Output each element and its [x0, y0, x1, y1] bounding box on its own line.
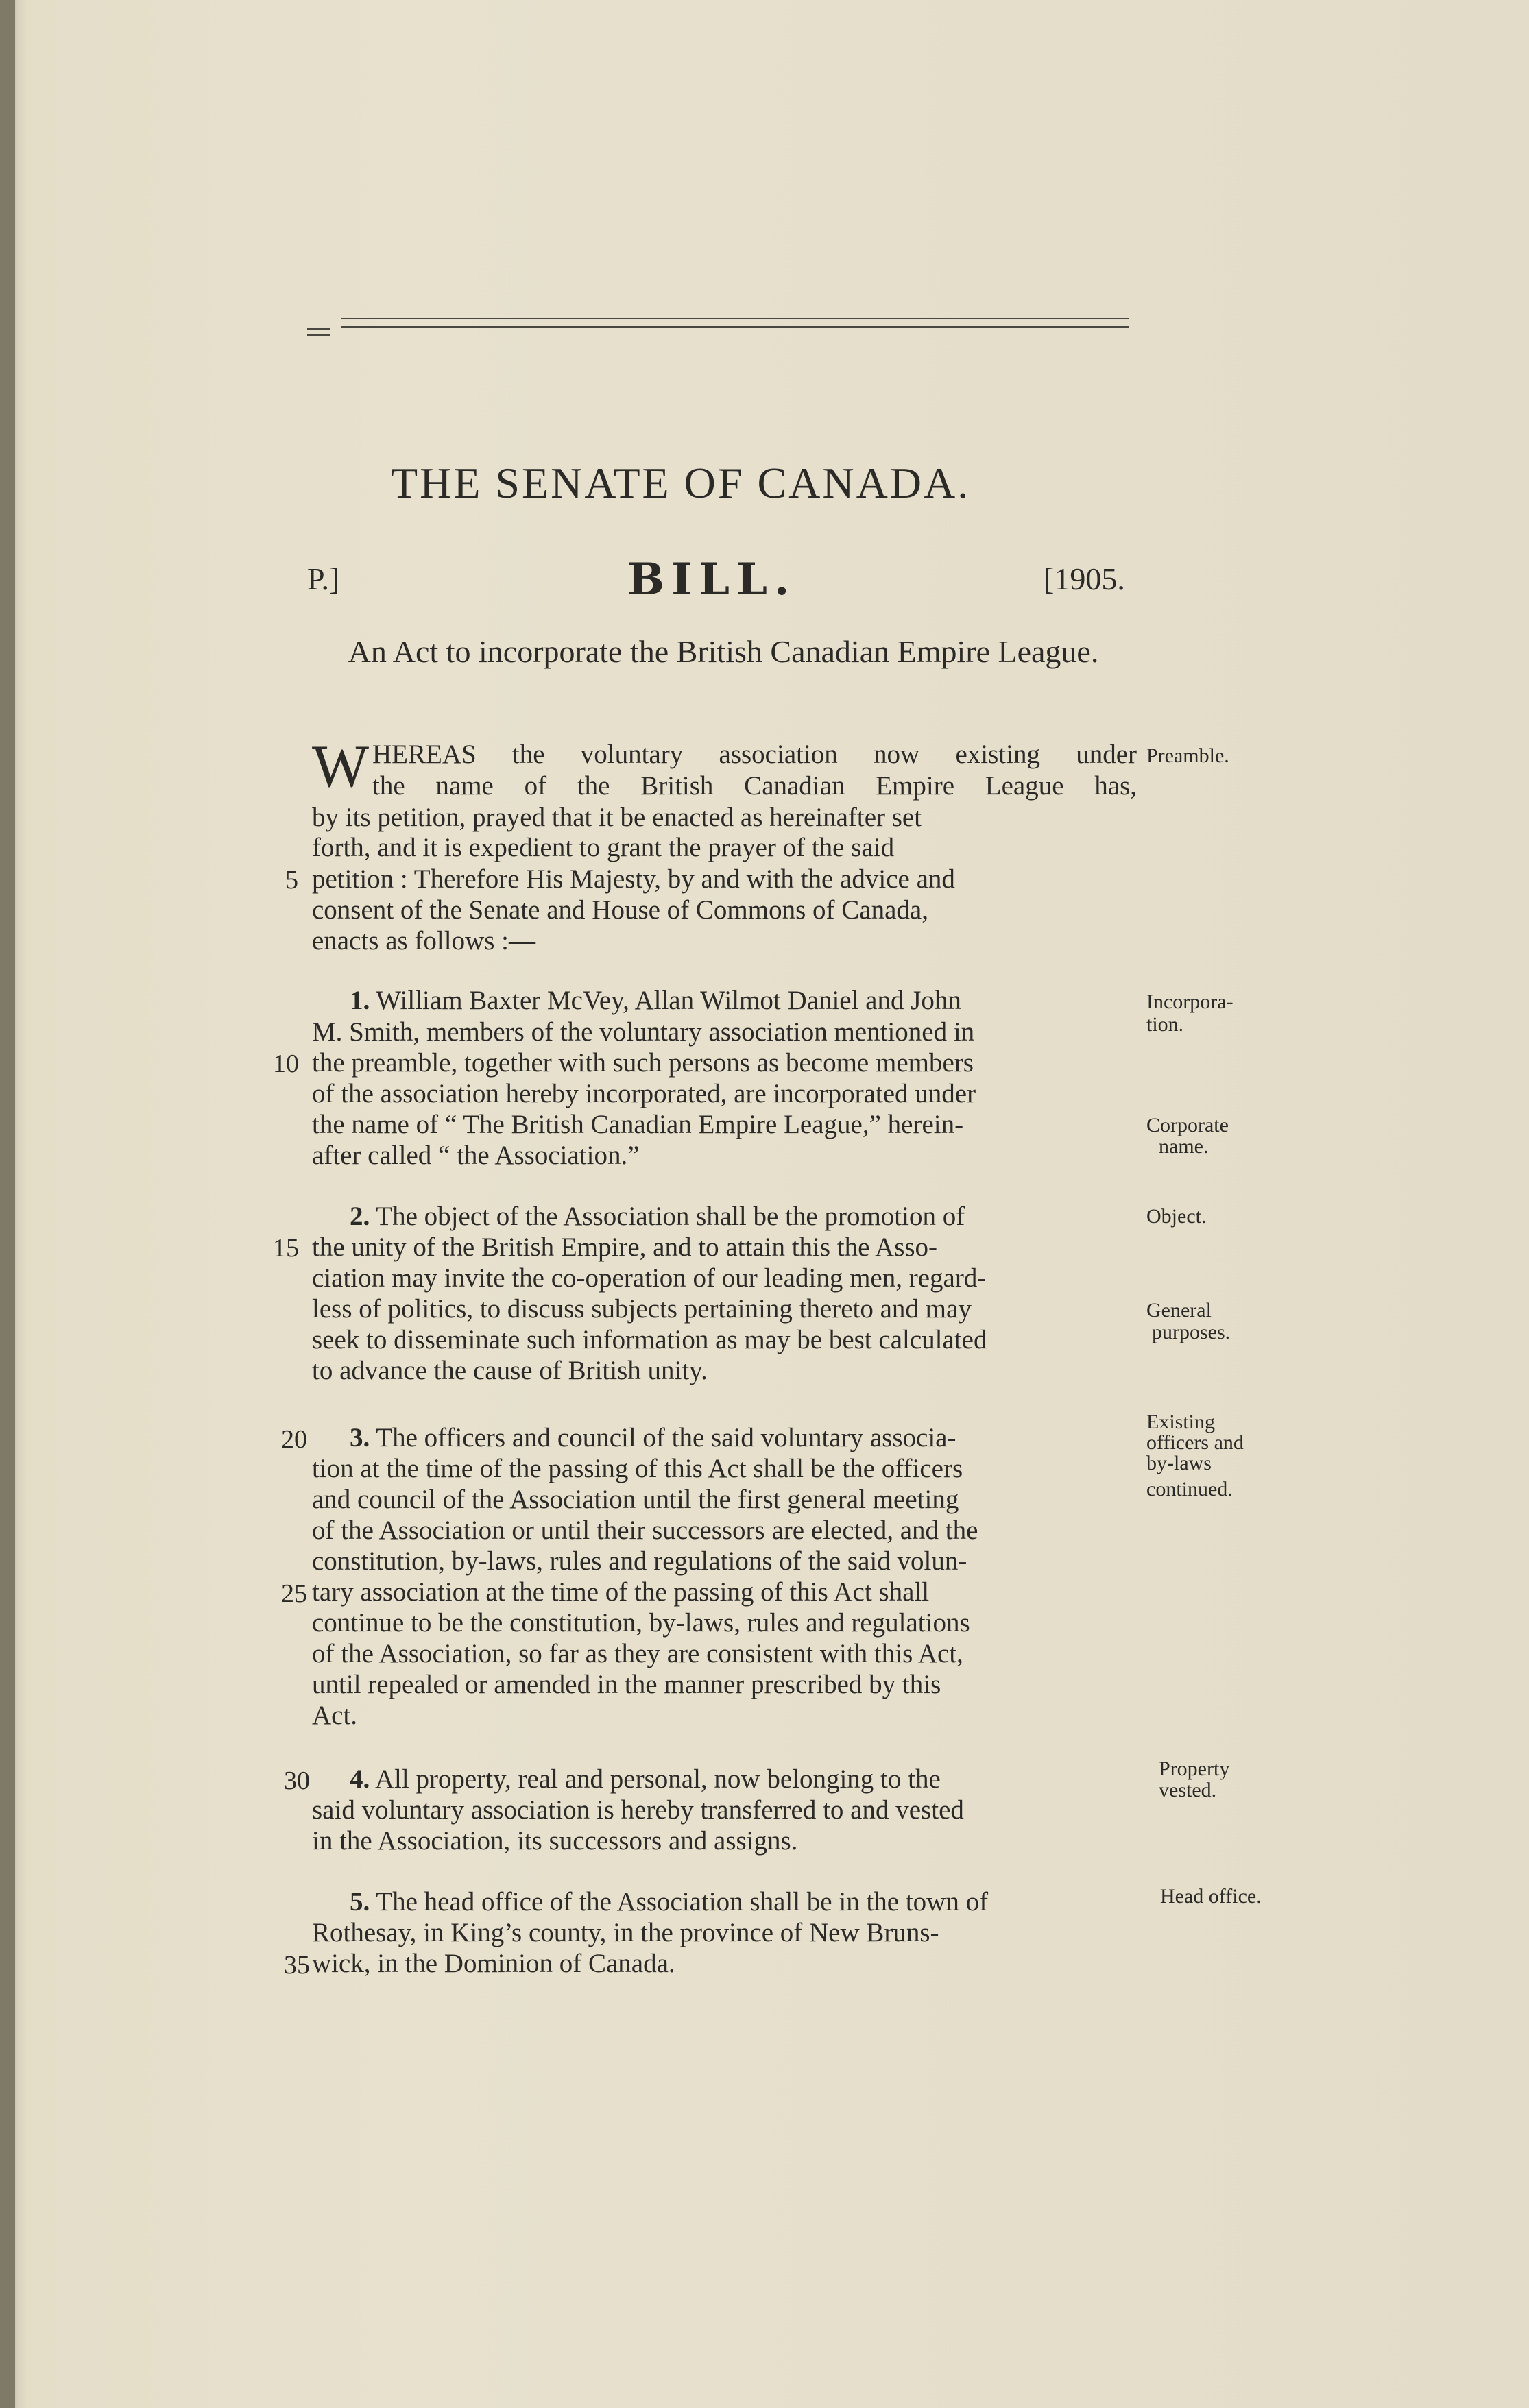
- line-number: 10: [273, 1049, 299, 1078]
- top-rule-short: [307, 328, 330, 330]
- section-4-line: [350, 1764, 941, 1795]
- margin-note-preamble: Preamble.: [1146, 744, 1229, 767]
- preamble-dropcap: W: [312, 733, 370, 800]
- margin-note-existing-officers: by-laws: [1146, 1452, 1212, 1474]
- section-2-line: less of politics, to discuss subjects pertaining thereto and may: [312, 1294, 972, 1324]
- section-3-line: and council of the Association until the first general meeting: [312, 1485, 959, 1514]
- margin-note-object: Object.: [1146, 1205, 1207, 1228]
- section-1-line: M. Smith, members of the voluntary association mentioned in: [312, 1017, 975, 1047]
- preamble-line: HEREAS the voluntary association now existing under: [372, 740, 1137, 769]
- margin-note-incorporation: Incorpora-: [1146, 990, 1233, 1013]
- section-5-line: Rothesay, in King’s county, in the province of New Bruns-: [312, 1918, 939, 1947]
- margin-note-property-vested: vested.: [1159, 1779, 1217, 1801]
- margin-note-existing-officers: officers and: [1146, 1431, 1244, 1454]
- preamble-line: the name of the British Canadian Empire League has,: [372, 771, 1137, 801]
- section-number: 5.: [350, 1887, 370, 1917]
- section-3-line: continue to be the constitution, by-laws, rules and regulations: [312, 1608, 970, 1638]
- line-number: 20: [281, 1425, 307, 1454]
- section-number: 2.: [350, 1202, 370, 1231]
- section-3-line: Act.: [312, 1701, 358, 1730]
- section-3-line: constitution, by-laws, rules and regulations of the said volun-: [312, 1546, 967, 1576]
- top-rule-long-2: [341, 326, 1129, 328]
- section-3-line: tion at the time of the passing of this Act shall be the officers: [312, 1454, 963, 1483]
- section-number: 4.: [350, 1764, 370, 1794]
- section-text: The object of the Association shall be the promotion of: [376, 1202, 965, 1231]
- section-2-line: the unity of the British Empire, and to attain this the Asso-: [312, 1232, 938, 1262]
- section-3-line: until repealed or amended in the manner prescribed by this: [312, 1670, 941, 1699]
- section-3-line: [350, 1422, 956, 1453]
- binding-edge: [0, 0, 15, 2408]
- section-2-line: [350, 1201, 965, 1232]
- section-text: William Baxter McVey, Allan Wilmot Daniel and John: [376, 986, 961, 1015]
- section-4-line: in the Association, its successors and assigns.: [312, 1826, 798, 1856]
- margin-note-existing-officers: Existing: [1146, 1411, 1216, 1433]
- preamble-line: petition : Therefore His Majesty, by and with the advice and: [312, 864, 955, 894]
- section-number: 1.: [350, 986, 370, 1015]
- margin-note-property-vested: Property: [1159, 1758, 1230, 1780]
- margin-note-corporate-name: Corporate: [1146, 1114, 1229, 1136]
- section-2-line: ciation may invite the co-operation of our leading men, regard-: [312, 1263, 987, 1293]
- bill-letter: P.]: [307, 561, 340, 596]
- margin-note-general-purposes: purposes.: [1152, 1321, 1231, 1343]
- line-number: 25: [281, 1579, 307, 1608]
- preamble-line: consent of the Senate and House of Commons of Canada,: [312, 895, 928, 925]
- preamble-line: enacts as follows :—: [312, 926, 536, 956]
- section-text: The officers and council of the said voluntary associa-: [376, 1423, 956, 1452]
- section-3-line: tary association at the time of the passing of this Act shall: [312, 1577, 930, 1607]
- line-number: 35: [284, 1951, 310, 1980]
- top-rule-long: [341, 318, 1129, 319]
- line-number: 5: [285, 866, 298, 895]
- section-1-line: of the association hereby incorporated, are incorporated under: [312, 1079, 976, 1108]
- section-3-line: of the Association, so far as they are consistent with this Act,: [312, 1639, 963, 1668]
- line-number: 15: [273, 1234, 299, 1263]
- preamble-line: forth, and it is expedient to grant the prayer of the said: [312, 833, 895, 862]
- section-text: All property, real and personal, now belonging to the: [374, 1764, 941, 1794]
- section-text: The head office of the Association shall be in the town of: [376, 1887, 989, 1917]
- section-2-line: to advance the cause of British unity.: [312, 1356, 708, 1385]
- section-3-line: of the Association or until their successors are elected, and the: [312, 1516, 978, 1545]
- line-number: 30: [284, 1766, 310, 1795]
- section-number: 3.: [350, 1423, 370, 1452]
- margin-note-head-office: Head office.: [1160, 1885, 1262, 1908]
- section-1-line: [350, 985, 961, 1016]
- section-5-line: wick, in the Dominion of Canada.: [312, 1949, 675, 1978]
- bill-heading: BILL.: [627, 554, 797, 605]
- preamble-line: by its petition, prayed that it be enacted as hereinafter set: [312, 803, 922, 832]
- margin-note-general-purposes: General: [1146, 1299, 1212, 1322]
- section-1-line: the preamble, together with such persons as become members: [312, 1048, 974, 1078]
- section-1-line: the name of “ The British Canadian Empire League,” herein-: [312, 1110, 964, 1139]
- chamber-heading: THE SENATE OF CANADA.: [391, 459, 971, 507]
- section-4-line: said voluntary association is hereby transferred to and vested: [312, 1795, 964, 1825]
- margin-note-incorporation: tion.: [1146, 1013, 1184, 1036]
- margin-note-existing-officers: continued.: [1146, 1478, 1233, 1500]
- section-5-line: [350, 1886, 988, 1917]
- top-rule-short-2: [307, 334, 330, 336]
- act-title: An Act to incorporate the British Canadian Empire League.: [348, 634, 1099, 669]
- section-1-line: after called “ the Association.”: [312, 1141, 640, 1170]
- margin-note-corporate-name: name.: [1159, 1135, 1209, 1158]
- bill-year: [1905.: [1044, 561, 1125, 596]
- section-2-line: seek to disseminate such information as may be best calculated: [312, 1325, 987, 1354]
